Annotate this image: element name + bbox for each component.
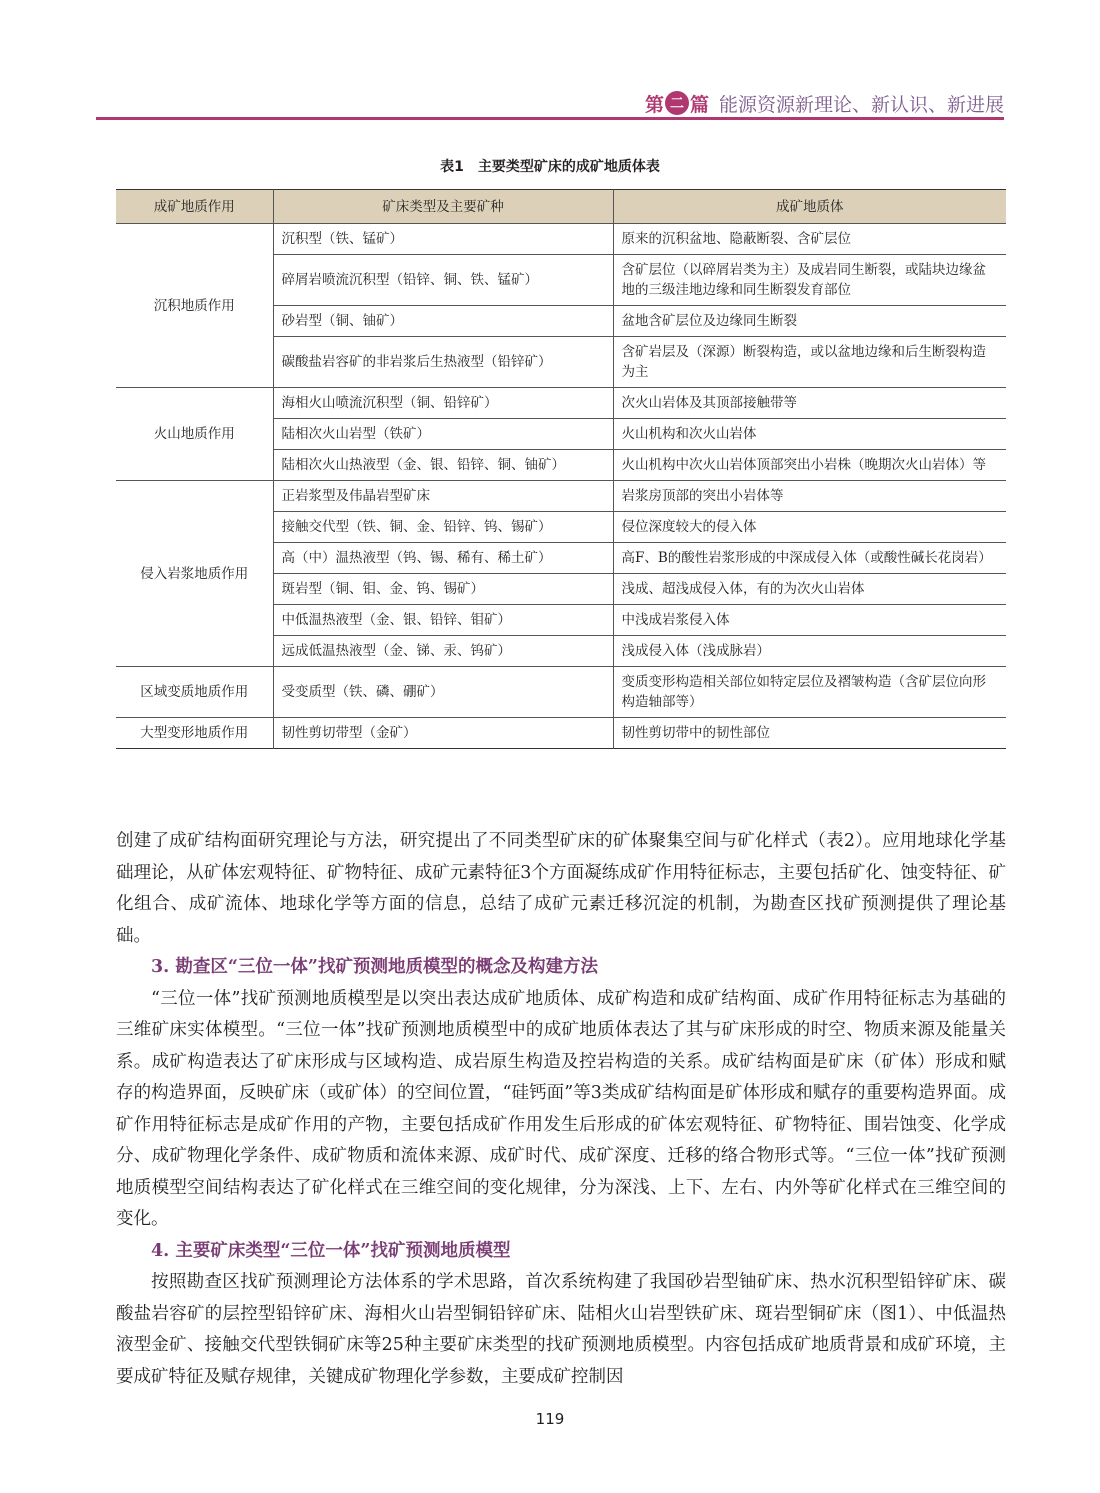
ore-deposit-table bbox=[116, 189, 1006, 749]
paragraph: “三位一体”找矿预测地质模型是以突出表达成矿地质体、成矿构造和成矿结构面、成矿作用特征标志为基础的三维矿床实体模型。“三位一体”找矿预测地质模型中的成矿地质体表达了其与矿床形成的时空、物质来源及能量关系。成矿构造表达了矿床形成与区域构造、成岩原生构造及控岩构造的关系。成矿结构面是矿床（矿体）形成和赋存的构造界面，反映矿床（或矿体）的空间位置，“硅钙面”等3类成矿结构面是矿体形成和赋存的重要构造界面。成矿作用特征标志是成矿作用的产物，主要包括成矿作用发生后形成的矿体宏观特征、矿物特征、围岩蚀变、化学成分、成矿物理化学条件、成矿物质和流体来源、成矿时代、成矿深度、迁移的络合物形式等。“三位一体”找矿预测地质模型空间结构表达了矿化样式在三维空间的变化规律，分为深浅、上下、左右、内外等矿化样式在三维空间的变化。 bbox=[116, 988, 1006, 1229]
group-label: 沉积地质作用 bbox=[116, 224, 273, 388]
deposit-type-cell: 陆相次火山热液型（金、银、铅锌、铜、铀矿） bbox=[273, 450, 613, 481]
part-subject: 能源资源新理论、新认识、新进展 bbox=[718, 93, 1004, 116]
ore-body-cell: 原来的沉积盆地、隐蔽断裂、含矿层位 bbox=[613, 224, 1006, 255]
ore-body-cell: 岩浆房顶部的突出小岩体等 bbox=[613, 481, 1006, 512]
header-rule bbox=[96, 117, 1004, 120]
table-caption: 表1 主要类型矿床的成矿地质体表 bbox=[440, 159, 660, 175]
column-header-ore-body: 成矿地质体 bbox=[613, 190, 1006, 224]
part-suffix: 篇 bbox=[689, 93, 709, 116]
group-label: 火山地质作用 bbox=[116, 388, 273, 481]
ore-body-cell: 盆地含矿层位及边缘同生断裂 bbox=[613, 306, 1006, 337]
deposit-type-cell: 斑岩型（铜、钼、金、钨、锡矿） bbox=[273, 574, 613, 605]
running-header bbox=[645, 88, 1004, 118]
table-row bbox=[116, 388, 1006, 419]
section-heading-3: 3. 勘查区“三位一体”找矿预测地质模型的概念及构建方法 bbox=[151, 957, 598, 977]
deposit-type-cell: 中低温热液型（金、银、铅锌、钼矿） bbox=[273, 605, 613, 636]
ore-body-cell: 火山机构中次火山岩体顶部突出小岩株（晚期次火山岩体）等 bbox=[613, 450, 1006, 481]
deposit-type-cell: 高（中）温热液型（钨、锡、稀有、稀土矿） bbox=[273, 543, 613, 574]
ore-body-cell: 含矿岩层及（深源）断裂构造，或以盆地边缘和后生断裂构造为主 bbox=[613, 337, 1006, 388]
deposit-type-cell: 远成低温热液型（金、锑、汞、钨矿） bbox=[273, 636, 613, 667]
ore-body-cell: 变质变形构造相关部位如特定层位及褶皱构造（含矿层位向形构造轴部等） bbox=[613, 667, 1006, 718]
body-text bbox=[116, 826, 1006, 1393]
deposit-type-cell: 正岩浆型及伟晶岩型矿床 bbox=[273, 481, 613, 512]
ore-body-cell: 次火山岩体及其顶部接触带等 bbox=[613, 388, 1006, 419]
group-label: 区域变质地质作用 bbox=[116, 667, 273, 718]
part-prefix: 第 bbox=[644, 93, 664, 116]
ore-body-cell: 中浅成岩浆侵入体 bbox=[613, 605, 1006, 636]
table-row bbox=[116, 667, 1006, 718]
paragraph: 创建了成矿结构面研究理论与方法，研究提出了不同类型矿床的矿体聚集空间与矿化样式（表2）。应用地球化学基础理论，从矿体宏观特征、矿物特征、成矿元素特征3个方面凝练成矿作用特征标志，主要包括矿化、蚀变特征、矿化组合、成矿流体、地球化学等方面的信息，总结了成矿元素迁移沉淀的机制，为勘查区找矿预测提供了理论基础。 bbox=[116, 831, 1006, 946]
ore-body-cell: 浅成、超浅成侵入体，有的为次火山岩体 bbox=[613, 574, 1006, 605]
section-heading-4: 4. 主要矿床类型“三位一体”找矿预测地质模型 bbox=[151, 1240, 511, 1261]
ore-body-cell: 火山机构和次火山岩体 bbox=[613, 419, 1006, 450]
column-header-geologic-process: 成矿地质作用 bbox=[116, 190, 273, 224]
part-number-badge: 二 bbox=[665, 91, 689, 115]
ore-body-cell: 浅成侵入体（浅成脉岩） bbox=[613, 636, 1006, 667]
column-header-deposit-type: 矿床类型及主要矿种 bbox=[273, 190, 613, 224]
deposit-type-cell: 接触交代型（铁、铜、金、铅锌、钨、锡矿） bbox=[273, 512, 613, 543]
paragraph: 按照勘查区找矿预测理论方法体系的学术思路，首次系统构建了我国砂岩型铀矿床、热水沉积型铅锌矿床、碳酸盐岩容矿的层控型铅锌矿床、海相火山岩型铜铅锌矿床、陆相火山岩型铁矿床、斑岩型铜矿床（图1）、中低温热液型金矿、接触交代型铁铜矿床等25种主要矿床类型的找矿预测地质模型。内容包括成矿地质背景和成矿环境，主要成矿特征及赋存规律，关键成矿物理化学参数，主要成矿控制因 bbox=[116, 1272, 1006, 1387]
group-label: 大型变形地质作用 bbox=[140, 725, 249, 741]
ore-body-cell: 含矿层位（以碎屑岩类为主）及成岩同生断裂，或陆块边缘盆地的三级洼地边缘和同生断裂发育部位 bbox=[613, 255, 1006, 306]
ore-body-cell: 韧性剪切带中的韧性部位 bbox=[613, 718, 1006, 749]
deposit-type-cell: 碳酸盐岩容矿的非岩浆后生热液型（铅锌矿） bbox=[273, 337, 613, 388]
deposit-type-cell: 韧性剪切带型（金矿） bbox=[273, 718, 613, 749]
deposit-type-cell: 海相火山喷流沉积型（铜、铅锌矿） bbox=[273, 388, 613, 419]
deposit-type-cell: 砂岩型（铜、铀矿） bbox=[273, 306, 613, 337]
table-row bbox=[116, 481, 1006, 512]
table-header-row bbox=[116, 190, 1006, 224]
deposit-type-cell: 碎屑岩喷流沉积型（铅锌、铜、铁、锰矿） bbox=[273, 255, 613, 306]
group-label: 侵入岩浆地质作用 bbox=[116, 481, 273, 667]
deposit-type-cell: 沉积型（铁、锰矿） bbox=[273, 224, 613, 255]
table-row bbox=[116, 224, 1006, 255]
deposit-type-cell: 受变质型（铁、磷、硼矿） bbox=[273, 667, 613, 718]
page-header bbox=[0, 0, 1100, 120]
ore-body-cell: 侵位深度较大的侵入体 bbox=[613, 512, 1006, 543]
page-number: 119 bbox=[535, 1410, 565, 1428]
deposit-type-cell: 陆相次火山岩型（铁矿） bbox=[273, 419, 613, 450]
table-row bbox=[116, 718, 1006, 749]
ore-body-cell: 高F、B的酸性岩浆形成的中深成侵入体（或酸性碱长花岗岩） bbox=[613, 543, 1006, 574]
